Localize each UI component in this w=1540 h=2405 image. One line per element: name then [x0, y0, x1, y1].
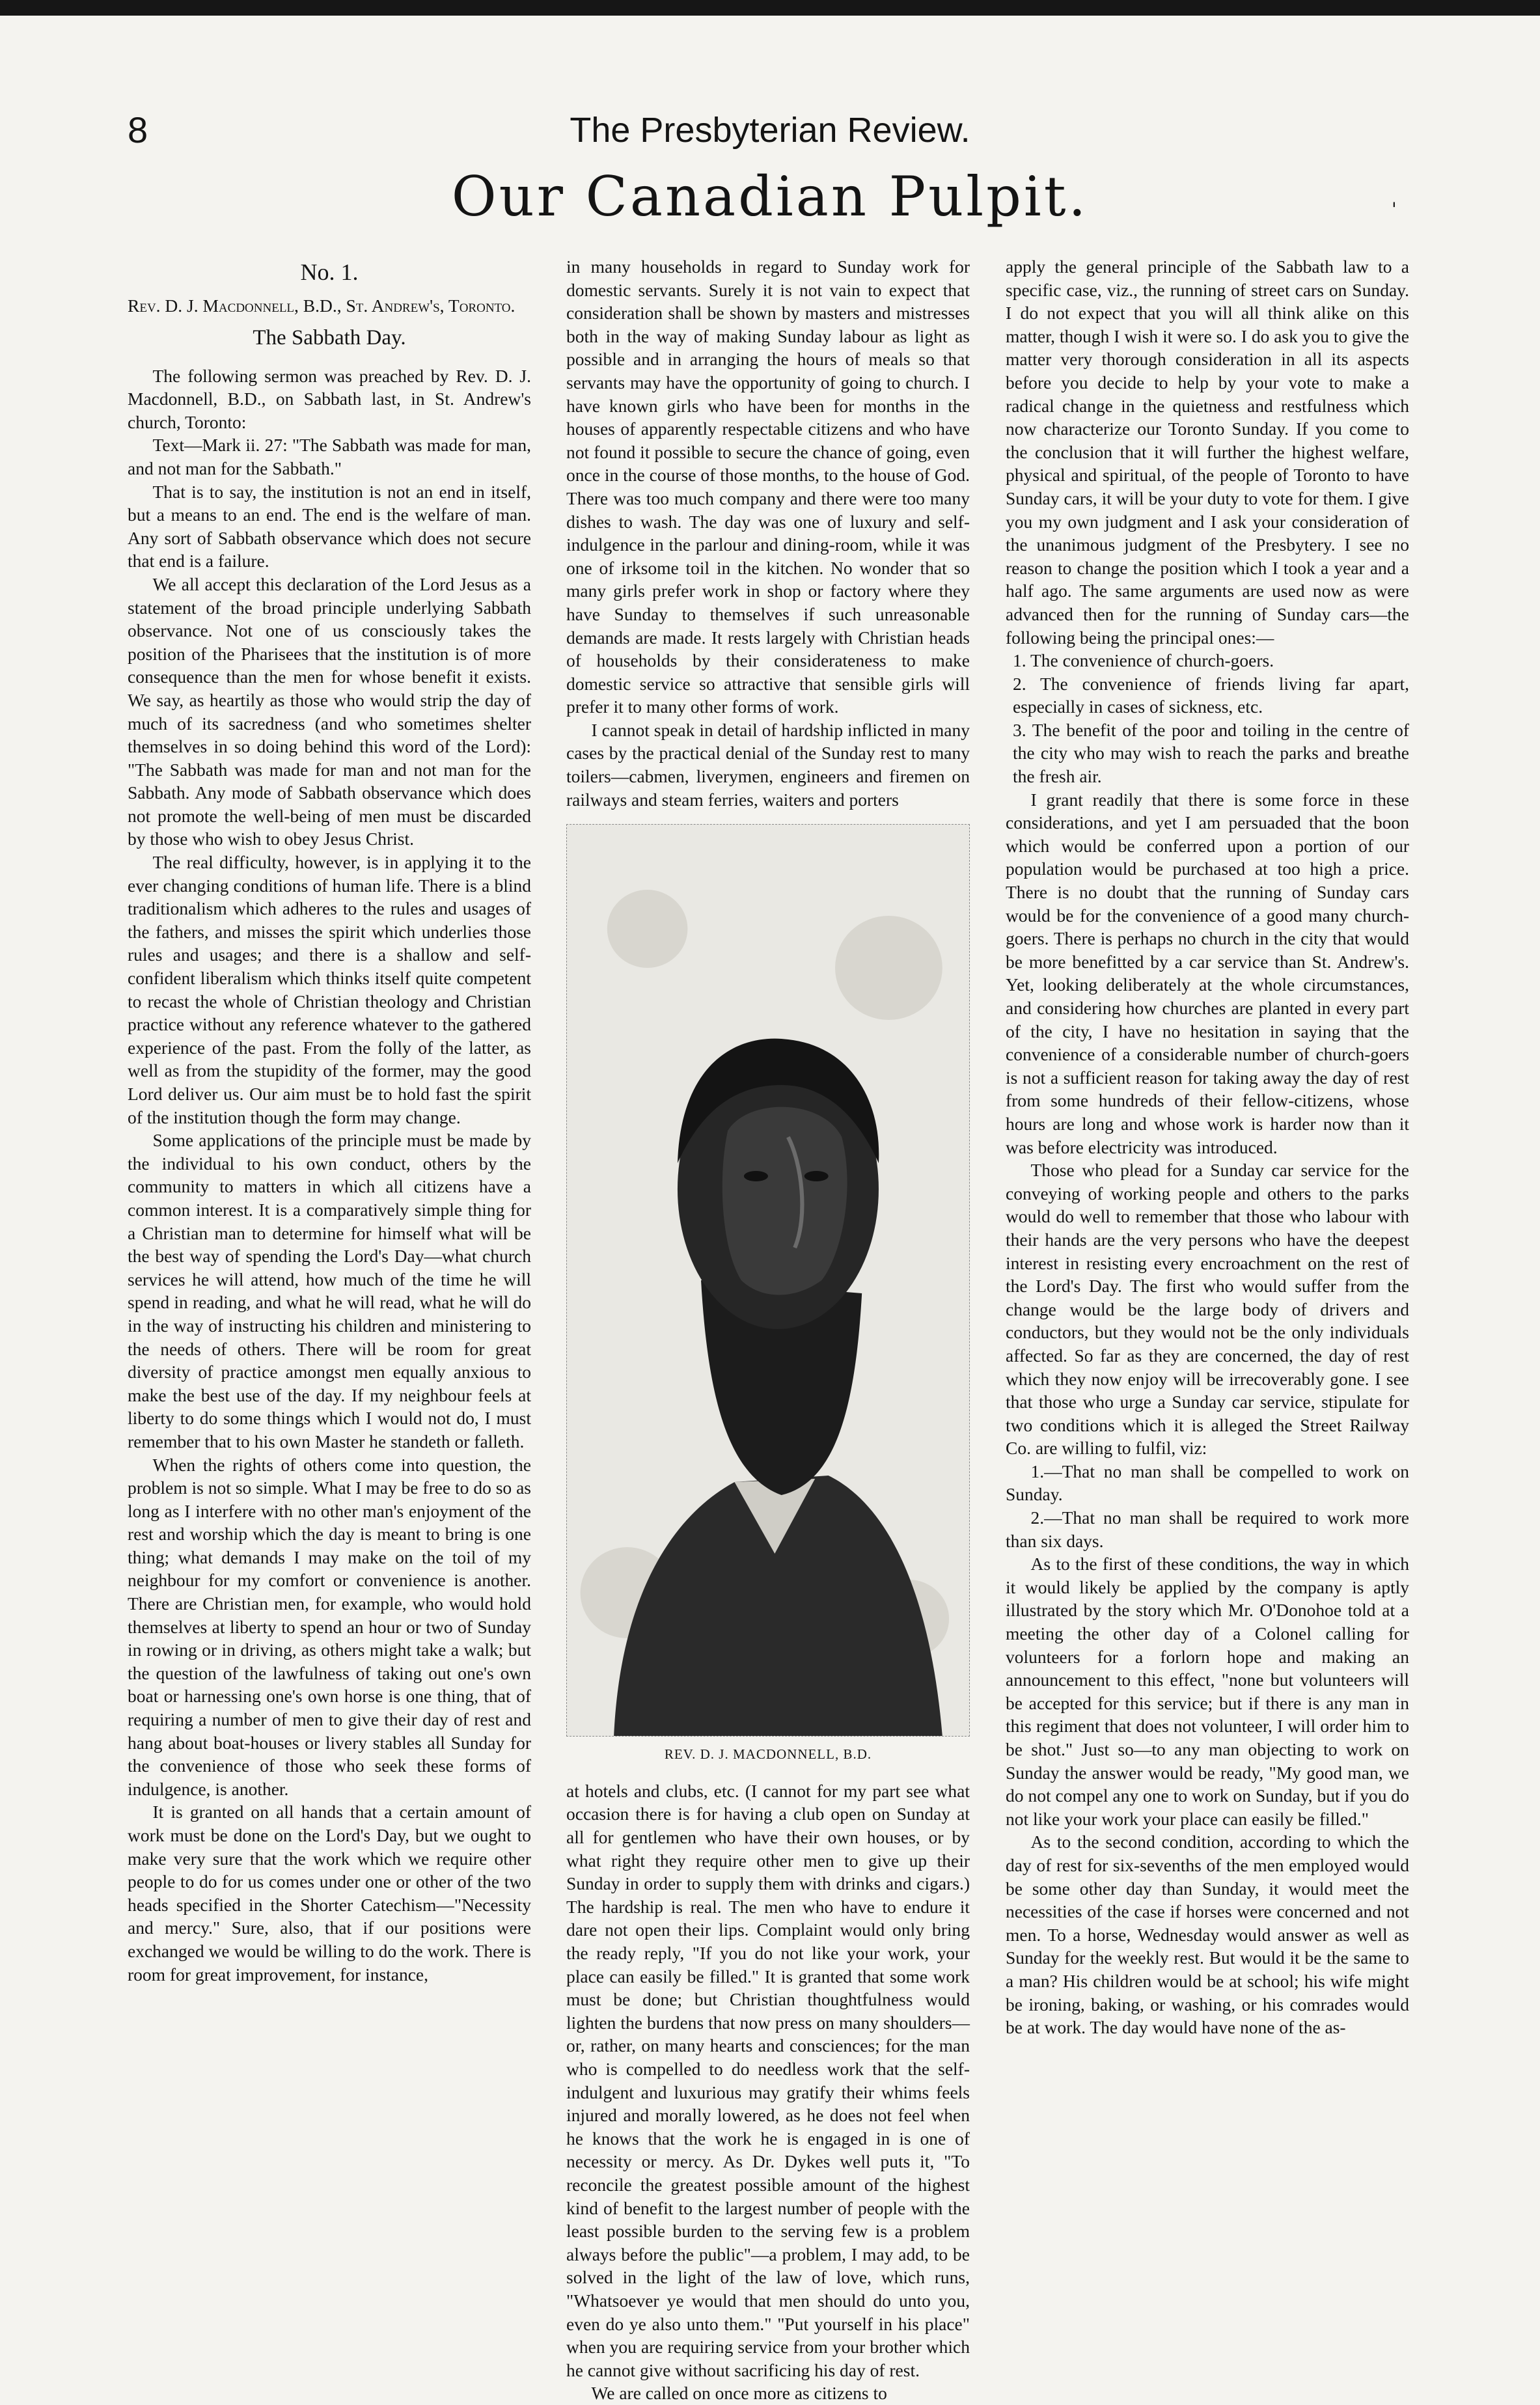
paragraph: I cannot speak in detail of hardship inflicted in many cases by the practical denial of the Sunday rest to many toilers—cabmen, liverymen, engineers and firemen on railways and steam ferries, waiters and porters — [566, 719, 970, 810]
paragraph: When the rights of others come into question, the problem is not so simple. What I may be free to do so as long as I interfere with no other man's enjoyment of the rest and worship which the day is meant to bring is one thing; what demands I may make on the toil of my neighbour for my comfort or convenience is another. There are Christian men, for example, who would hold themselves at liberty to spend an hour or two of Sunday in rowing or in driving, as others might take a walk; but the question of the lawfulness of taking out one's own boat or harnessing one's own horse is one thing, that of requiring a number of men to give their day of rest and hang about boat-houses or livery stables all Sunday for the convenience of those who seek these forms of indulgence, is another. — [128, 1454, 531, 1799]
paragraph: We all accept this declaration of the Lord Jesus as a statement of the broad principle underlying Sabbath observance. Not one of us consciously takes the position of the Pharisees that the institution is of more consequence than the men for whose benefit it exists. We say, as heartily as those who would strip the day of much of its sacredness (and who sometimes shelter themselves in so doing behind this word of the Lord): "The Sabbath was made for man and not man for the Sabbath. Any mode of Sabbath observance which does not promote the well-being of men must be discarded by those who wish to obey Jesus Christ. — [128, 573, 531, 849]
paragraph: apply the general principle of the Sabbath law to a specific case, viz., the running of street cars on Sunday. I do not expect that you will all think alike on this matter, though I wish it were so. I do ask you to give the matter very thorough consideration in all its aspects before you decide to help by your vote to make a radical change in the quietness and restfulness which now characterize our Toronto Sunday. If you come to the conclusion that it will further the highest welfare, physical and spiritual, of the people of Toronto to have Sunday cars, it will be your duty to vote for them. I give you my own judgment and I ask your consideration of the unanimous judgment of the Presbytery. I see no reason to change the position which I took a year and a half ago. The same arguments are used now as were advanced then for the running of Sunday cars—the following being the principal ones:— — [1006, 256, 1409, 648]
page-number: 8 — [128, 109, 148, 150]
paragraph: The real difficulty, however, is in applying it to the ever changing conditions of human life. There is a blind traditionalism which adheres to the rules and usages of the fathers, and misses the spirit which underlies those rules and usages; and there is a shallow and self-confident liberalism which thinks itself quite competent to recast the whole of Christian theology and Christian practice without any reference whatever to the gathered experience of the past. From the folly of the latter, as well as from the stupidity of the former, may the good Lord deliver us. Our aim must be to hold fast the spirit of the institution though the form may change. — [128, 852, 531, 1127]
portrait-image — [566, 824, 970, 1737]
sermon-number: No. 1. — [300, 259, 359, 285]
engraved-portrait-icon — [567, 825, 969, 1736]
scan-top-edge — [0, 0, 1540, 16]
column-3 — [1006, 255, 1409, 2331]
margin-mark: ' — [1392, 199, 1397, 220]
column-1-body — [128, 364, 531, 1986]
paragraph: The following sermon was preached by Rev. D. J. Macdonnell, B.D., on Sabbath last, in St. Andrew's church, Toronto: — [128, 365, 531, 432]
sermon-byline: Rev. D. J. Macdonnell, B.D., St. Andrew's, Toronto. — [128, 295, 516, 316]
paragraph: It is granted on all hands that a certain amount of work must be done on the Lord's Day, but we ought to make very sure that the work which we require other people to do for us comes under one or other of the two heads specified in the Shorter Catechism—"Necessity and mercy." Sure, also, that if our positions were exchanged we would be willing to do the work. There is room for great improvement, for instance, — [128, 1802, 531, 1985]
paragraph: in many households in regard to Sunday work for domestic servants. Surely it is not vain to expect that consideration shall be shown by masters and mistresses both in the way of making Sunday labour as light as possible and in arranging the hours of meals so that servants may have the opportunity of going to church. I have known girls who have been for months in the houses of apparently respectable citizens and who have not found it possible to secure the chance of going, even once in the course of those months, to the house of God. There was too much company and there were too many dishes to wash. The day was one of luxury and self-indulgence in the parlour and dining-room, while it was one of irksome toil in the kitchen. No wonder that so many girls prefer work in shop or factory where they have Sunday to themselves if such unreasonable demands are made. It rests largely with Christian heads of households by their considerateness to make domestic service so attractive that sensible girls will prefer it to many other forms of work. — [566, 256, 970, 717]
paragraph: As to the second condition, according to which the day of rest for six-sevenths of the men employed would be some other day than Sunday, it would meet the necessities of the case if horses were concerned and not men. To a horse, Wednesday would answer as well as Sunday for the weekly rest. But would it be the same to a man? His children would be at school; his wife might be ironing, baking, or washing, or his comrades would be at work. The day would have none of the as- — [1006, 1832, 1409, 2038]
paragraph: Text—Mark ii. 27: "The Sabbath was made for man, and not man for the Sabbath." — [128, 435, 531, 478]
sermon-title: The Sabbath Day. — [253, 325, 406, 350]
column-2 — [566, 255, 970, 2404]
paragraph: Those who plead for a Sunday car service for the conveying of working people and others to the parks would do well to remember that those who labour with their hands are the very persons who have the deepest interest in resisting every encroachment on the rest of the Lord's Day. The first who would suffer from the change would be the large body of drivers and conductors, but they would not be the only individuals affected. So far as they are concerned, the day of rest which they now enjoy will be irrecoverably gone. I see that those who urge a Sunday car service, stipulate for two conditions which it is alleged the Street Railway Co. are willing to fulfil, viz: — [1006, 1160, 1409, 1459]
list-item: 1. The convenience of church-goers. — [1013, 650, 1274, 671]
column-1 — [128, 255, 531, 2331]
section-title: Our Canadian Pulpit. — [451, 165, 1089, 228]
paragraph: Some applications of the principle must be made by the individual to his own conduct, others by the community to matters in which all citizens have a common interest. It is a comparatively simple thing for a Christian man to determine for himself what will be the best way of spending the Lord's Day—what church services he will attend, how much of the time he will spend in reading, and what he will read, what he will do in the way of instructing his children and ministering to the needs of others. There will be room for great diversity of practice amongst men equally anxious to make the best use of the day. If my neighbour feels at liberty to do some things which I would not do, I must remember that to his own Master he standeth or falleth. — [128, 1130, 531, 1451]
paragraph: As to the first of these conditions, the way in which it would likely be applied by the company is aptly illustrated by the story which Mr. O'Donohoe told at a meeting the other day of a Colonel calling for volunteers for a forlorn hope and making an announcement to this effect, "none but volunteers will be accepted for this service; but if there is any man in this regiment that does not volunteer, I will order him to be shot." Just so—to any man objecting to work on Sunday the answer would be ready, "My good man, we do not compel any one to work on Sunday, but if you do not like your work your place can easily be filled." — [1006, 1554, 1409, 1829]
portrait-caption: REV. D. J. MACDONNELL, B.D. — [664, 1746, 872, 1763]
paragraph: at hotels and clubs, etc. (I cannot for my part see what occasion there is for having a club open on Sunday at all for gentlemen who have their own houses, or by what right they require other men to give up their Sunday in order to supply them with drinks and cigars.) The hardship is real. The men who have to endure it dare not open their lips. Complaint would only bring the ready reply, "If you do not like your work, your place can easily be filled." It is granted that some work must be done; but Christian thoughtfulness would lighten the burdens that now press on many shoulders—or, rather, on many hearts and consciences; for the man who is compelled to do needless work that the self-indulgent and luxurious may gratify their whims feels injured and morally lowered, as he does not feel when he knows that the work he is engaged in is one of necessity or mercy. As Dr. Dykes well puts it, "To reconcile the greatest possible amount of the highest kind of benefit to the largest number of people with the least possible burden to the serving few is a problem always before the public"—a problem, I may add, to be solved in the light of the law of love, which runs, "Whatsoever ye would that men should do unto you, even do ye also unto them." "Put yourself in his place" when you are requiring service from your brother which he cannot give without sacrificing his day of rest. — [566, 1780, 970, 2380]
paragraph: I grant readily that there is some force in these considerations, and yet I am persuaded that the boon which would be conferred upon a portion of our population would be purchased at too high a price. There is no doubt that the running of Sunday cars would be for the convenience of a good many church-goers. There is perhaps no church in the city that would be more benefitted by a car service than St. Andrew's. Yet, looking deliberately at the whole circumstances, and considering how churches are planted in every part of the city, I have no hesitation in saying that the convenience of a considerable number of church-goers is not a sufficient reason for taking away the day of rest from some hundreds of their fellow-citizens, whose hours are long and whose work is harder now than it was before electricity was introduced. — [1006, 789, 1409, 1157]
list-item: 1.—That no man shall be compelled to work on Sunday. — [1006, 1461, 1409, 1505]
paragraph: That is to say, the institution is not an end in itself, but a means to an end. The end is the welfare of man. Any sort of Sabbath observance which does not secure that end is a failure. — [128, 481, 531, 571]
list-item: 3. The benefit of the poor and toiling in the centre of the city who may wish to reach the parks and breathe the fresh air. — [1013, 719, 1409, 787]
running-head: The Presbyterian Review. — [570, 111, 970, 150]
list-item: 2. The convenience of friends living far apart, especially in cases of sickness, etc. — [1013, 673, 1409, 717]
list-item: 2.—That no man shall be required to work more than six days. — [1006, 1507, 1409, 1551]
paragraph: We are called on once more as citizens to — [591, 2383, 887, 2404]
